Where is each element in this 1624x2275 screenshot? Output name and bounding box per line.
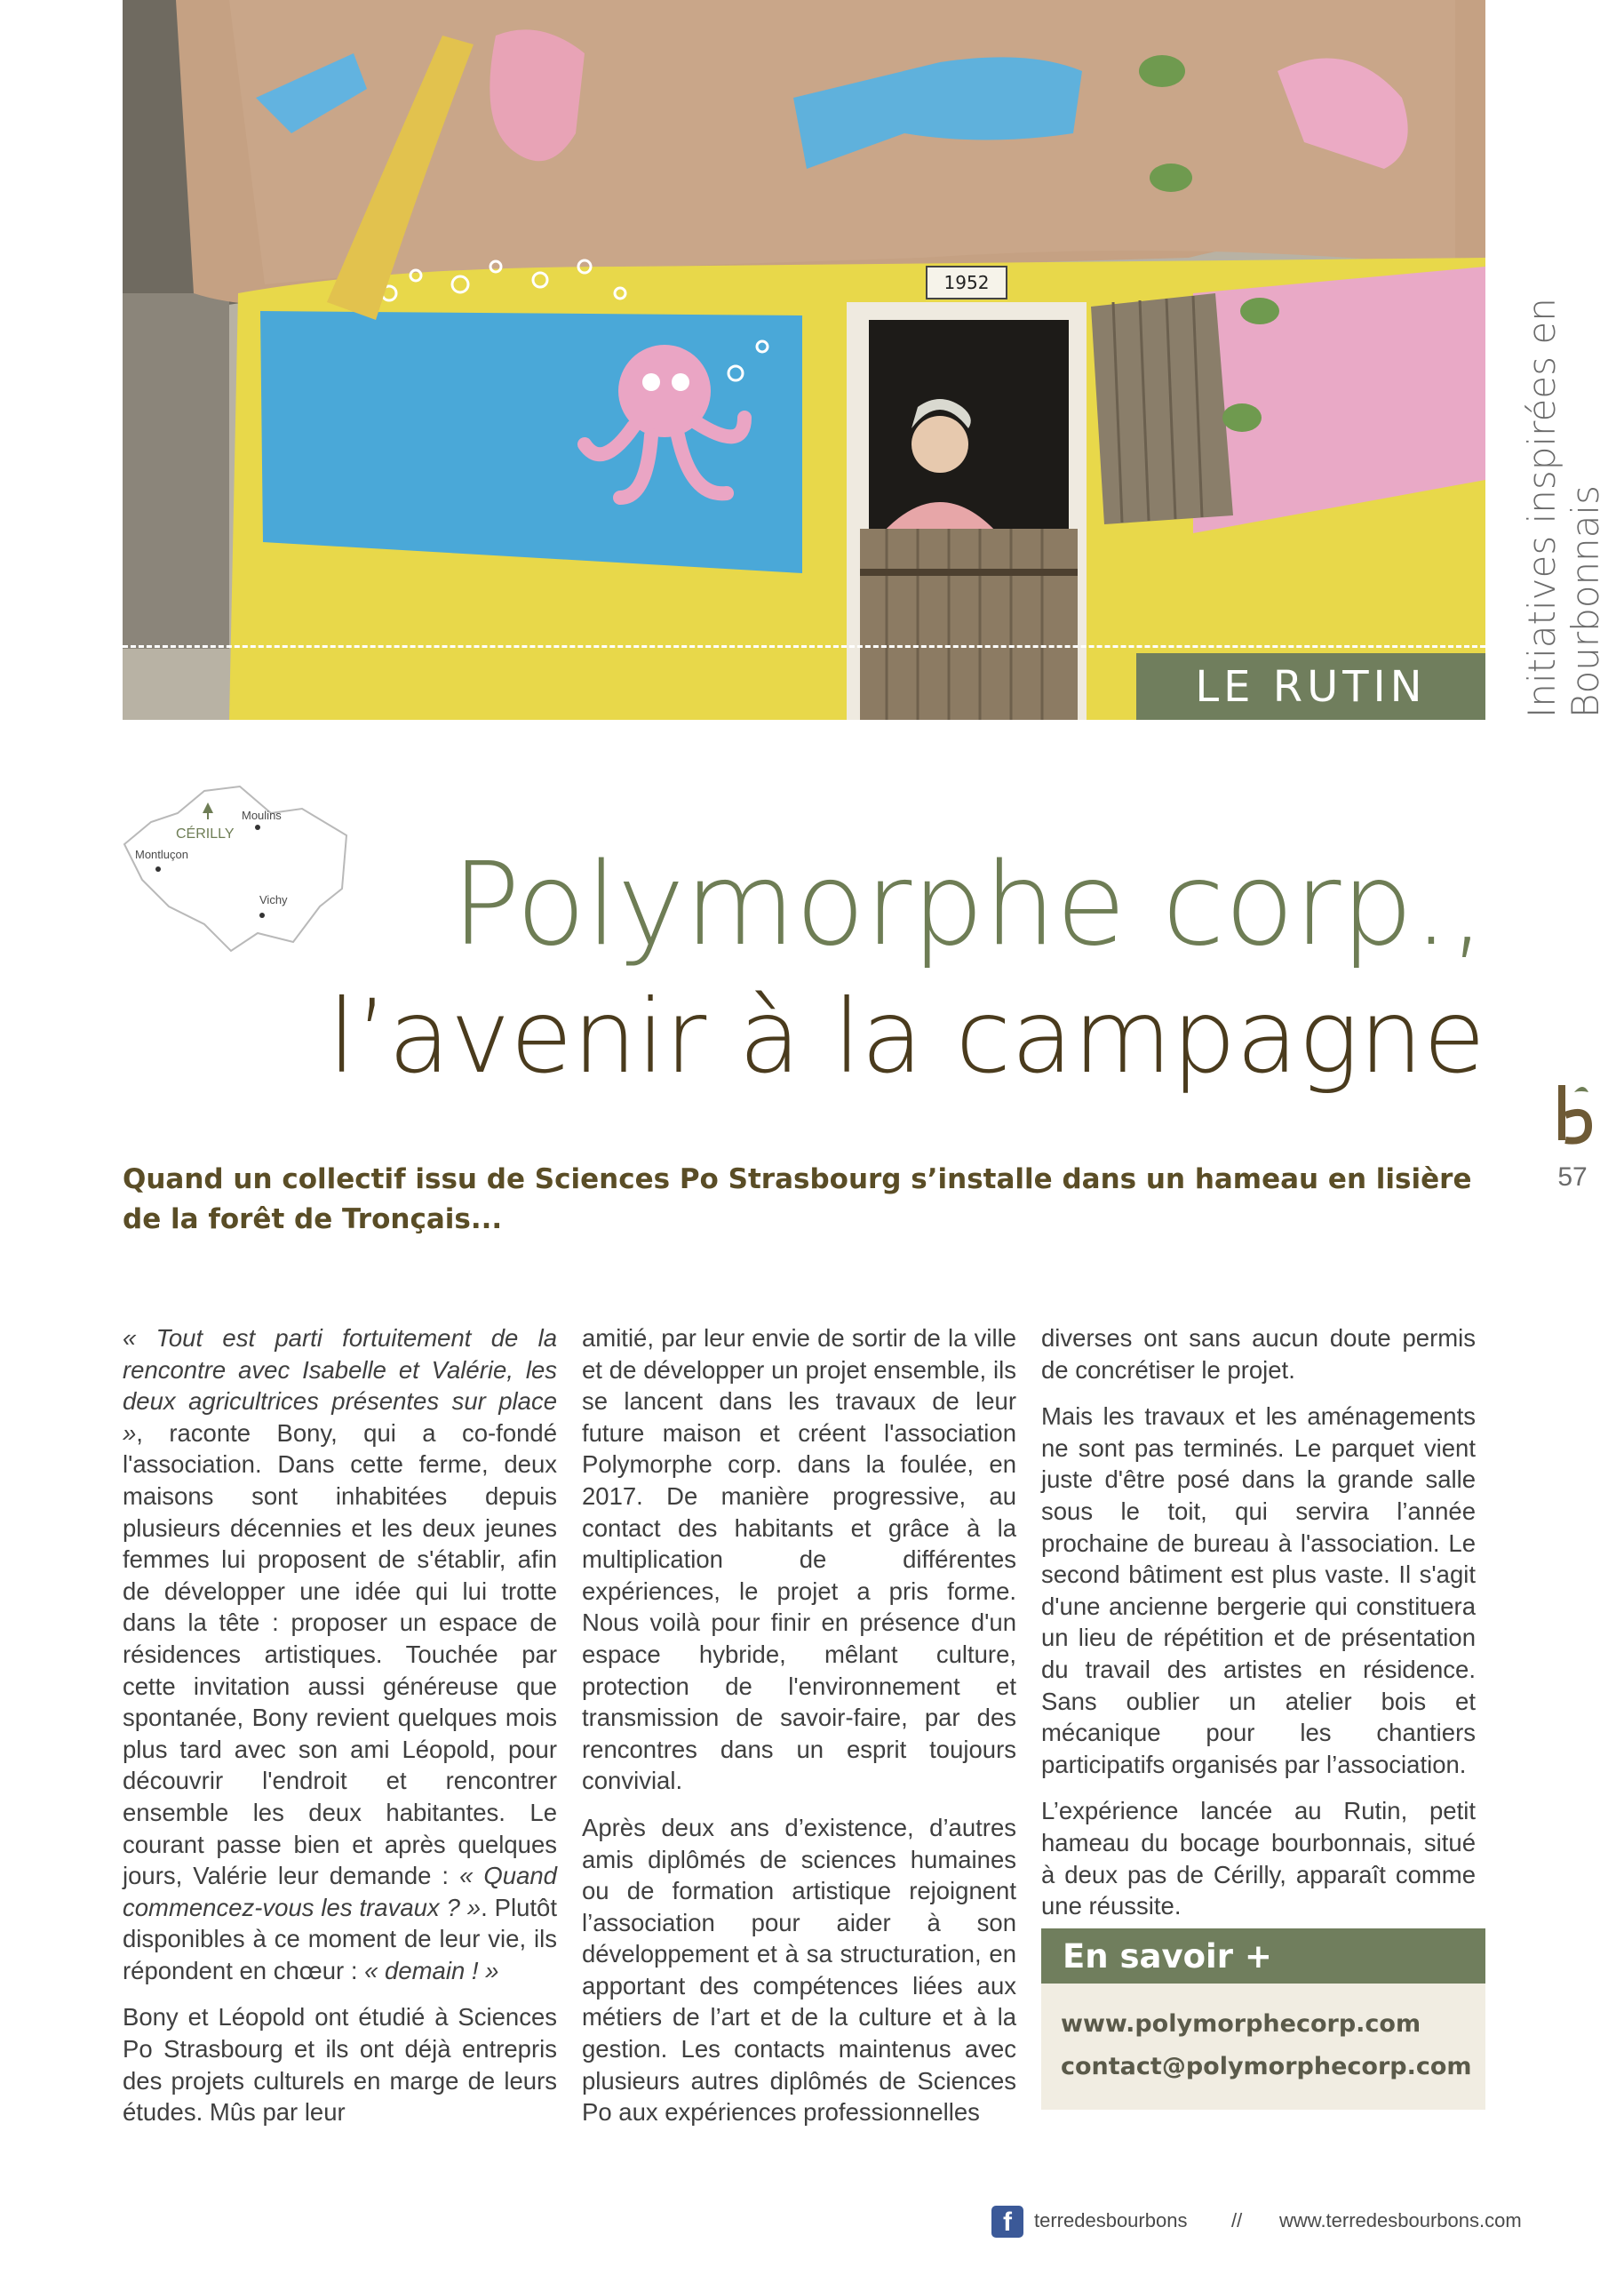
text-column-3 (1041, 1322, 1476, 1937)
info-email-link[interactable]: contact@polymorphecorp.com (1061, 2053, 1472, 2080)
paragraph: diverses ont sans aucun doute permis de concrétiser le projet. (1041, 1324, 1476, 1384)
text-column-2 (582, 1322, 1016, 2143)
paragraph: Bony et Léopold ont étudié à Sciences Po Strasbourg et ils ont déjà entrepris des projets culturels en marge de leurs études. Mûs par leur (123, 2003, 557, 2127)
quote: « Tout est parti fortuitement de la rencontre avec Isabelle et Valérie, les deux agricultrices présentes sur place » (123, 1324, 557, 1447)
info-box-title: En savoir + (1041, 1928, 1485, 1984)
footer-facebook-handle[interactable]: terredesbourbons (1034, 2209, 1188, 2231)
paragraph: L’expérience lancée au Rutin, petit hameau du bocage bourbonnais, situé à deux pas de Cérilly, apparaît comme une réussite. (1041, 1797, 1476, 1920)
photo-dashed-rule (123, 645, 1485, 648)
door-plaque: 1952 (943, 272, 990, 293)
paragraph-text: , raconte Bony, qui a co-fondé l'association. Dans cette ferme, deux maisons sont inhabitées depuis plusieurs décennies et les deux jeunes femmes lui proposent de s'établir, afin de développer une idée qui lui trotte dans la tête : proposer un espace de résidences artistiques. Touchée par cette invitation aussi généreuse que spontanée, Bony revient quelques mois plus tard avec son ami Léopold, pour découvrir l'endroit et rencontrer ensemble les deux habitantes. Le courant passe bien et après quelques jours, Valérie leur demande : (123, 1418, 557, 1890)
footer-separator: // (1231, 2209, 1243, 2231)
page-number: 57 (1557, 1162, 1588, 1192)
paragraph-text: . Plutôt disponibles à ce moment de leur vie, ils répondent en chœur : (123, 1893, 557, 1984)
paragraph (123, 1322, 557, 1986)
footer-website-link[interactable]: www.terredesbourbons.com (1279, 2209, 1522, 2231)
text-column-1 (123, 1322, 557, 2143)
hero-illustration (123, 0, 1485, 720)
hero-photo (123, 0, 1485, 720)
section-title: Initiatives inspirées en Bourbonnais (1520, 298, 1607, 718)
lede-paragraph: Quand un collectif issu de Sciences Po Strasbourg s’installe dans un hameau en lisière de la forêt de Tronçais... (123, 1163, 1472, 1235)
info-website-link[interactable]: www.polymorphecorp.com (1061, 2010, 1421, 2038)
magazine-logo-icon (1553, 1080, 1593, 1146)
quote: « Quand commencez-vous les travaux ? » (123, 1862, 557, 1921)
map-label-montlucon: Montluçon (135, 848, 188, 861)
paragraph: Après deux ans d’existence, d’autres amis diplômés de sciences humaines ou de formation artistique rejoignent l’association pour aider à son développement et à sa structuration, en apportant des compétences liées aux métiers de l’art et de la culture et à la gestion. Les contacts maintenus avec plusieurs autres diplômés de Sciences Po aux expériences professionnelles (582, 1813, 1016, 2127)
paragraph: Mais les travaux et les aménagements ne sont pas terminés. Le parquet vient juste d'être posé dans la grande salle sous le toit, qui servira l’année prochaine de bureau à l'association. Le second bâtiment est plus vaste. Il s'agit d'une ancienne bergerie qui constituera un lieu de répétition et de présentation du travail des artistes en résidence. Sans oublier un atelier bois et mécanique pour les chantiers participatifs organisés par l’association. (1041, 1402, 1476, 1778)
info-box (1041, 1984, 1485, 2110)
map-label-cerilly: CÉRILLY (176, 826, 235, 842)
map-label-vichy: Vichy (259, 893, 288, 906)
paragraph: amitié, par leur envie de sortir de la ville et de développer un projet ensemble, ils se lancent dans les travaux de leur future maison et créent l'association Polymorphe corp. dans la foulée, en 2017. De manière progressive, au contact des habitants et grâce à la multiplication de différentes expériences, le projet a pris forme. Nous voilà pour finir en présence d'un espace hybride, mêlant culture, protection de l'environnement et transmission de savoir-faire, par des rencontres dans un esprit toujours convivial. (582, 1324, 1016, 1795)
quote: « demain ! » (364, 1956, 499, 1984)
headline-line-1: Polymorphe corp., (451, 839, 1485, 971)
map-label-moulins: Moulins (242, 809, 282, 822)
facebook-icon[interactable]: f (991, 2206, 1023, 2238)
headline-line-2: l’avenir à la campagne (328, 978, 1485, 1096)
place-badge: LE RUTIN (1136, 653, 1485, 720)
